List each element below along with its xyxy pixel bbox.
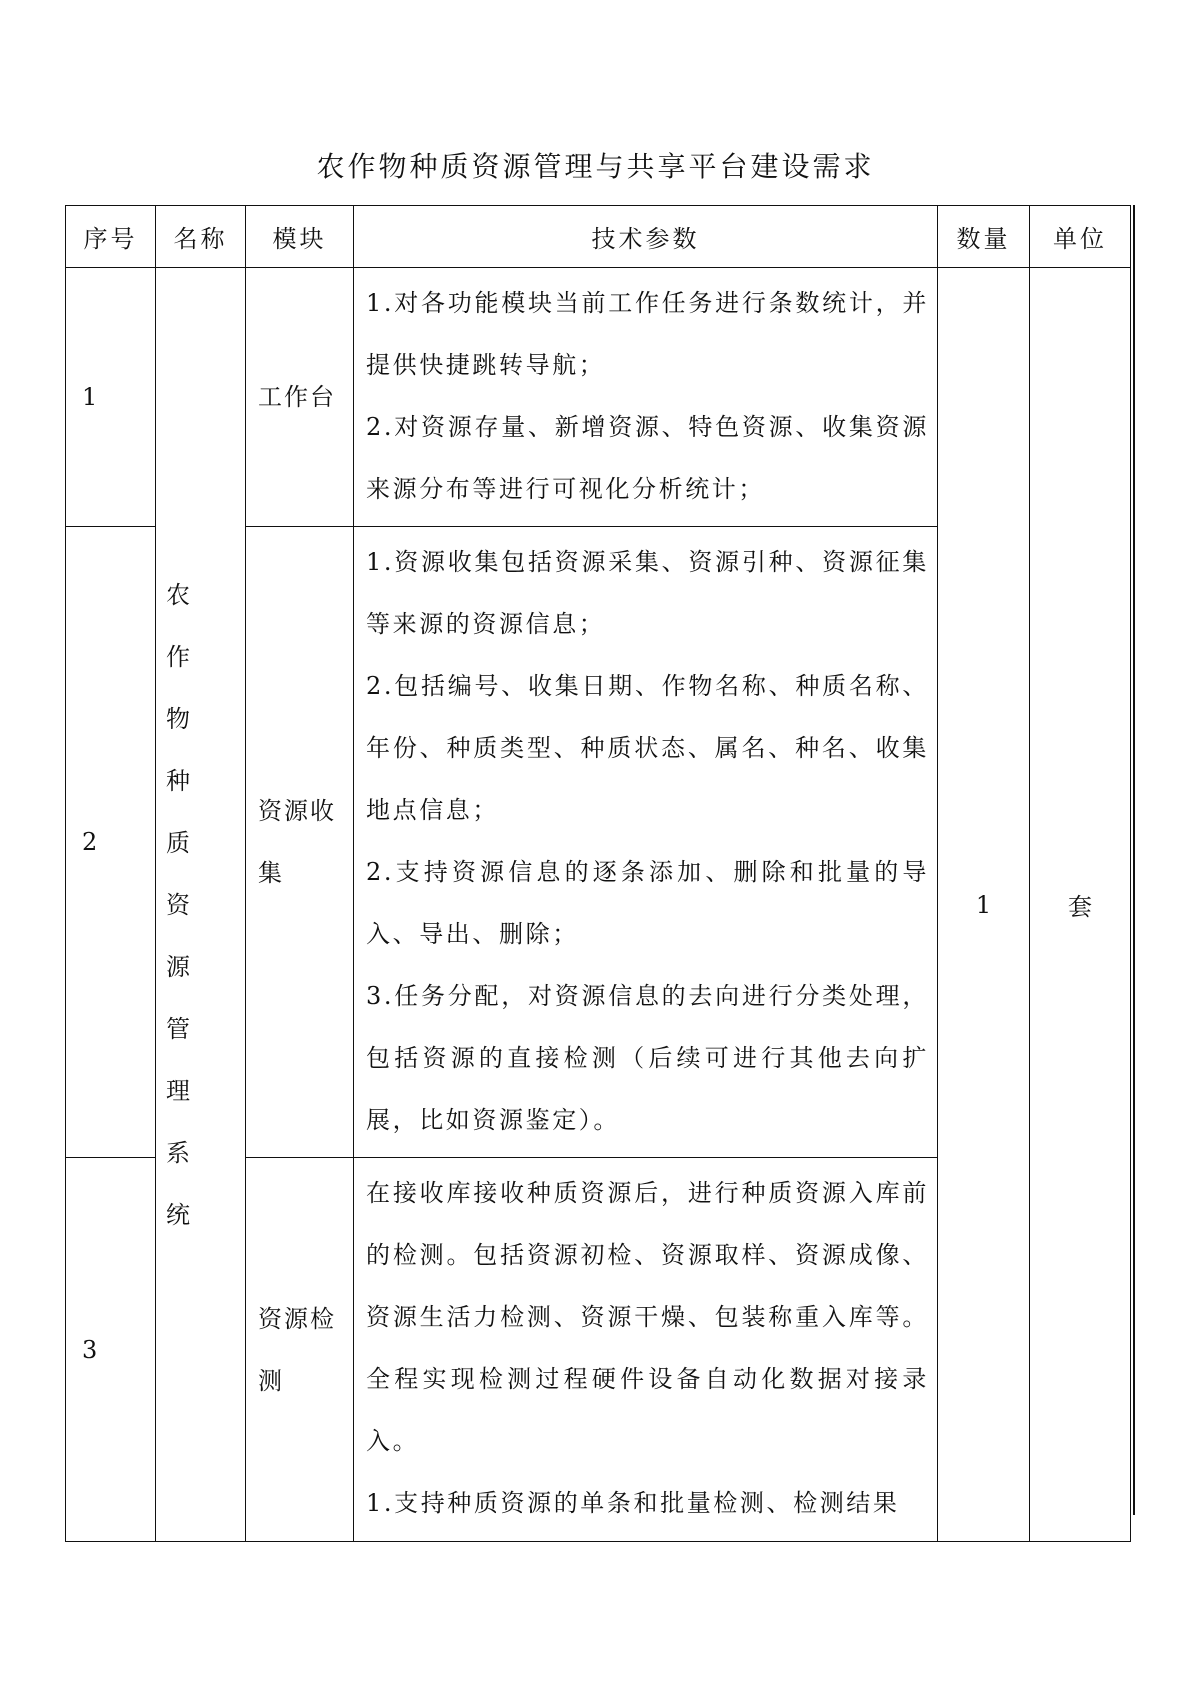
param-line: 1.对各功能模块当前工作任务进行条数统计，并提供快捷跳转导航； [366,289,929,379]
row-seq: 3 [66,1158,156,1542]
header-tech: 技术参数 [354,206,938,268]
param-line: 2.支持资源信息的逐条添加、删除和批量的导入、导出、删除； [366,858,929,948]
header-seq: 序号 [66,206,156,268]
row-module: 资源检测 [246,1158,354,1542]
param-line: 2.对资源存量、新增资源、特色资源、收集资源来源分布等进行可视化分析统计； [366,413,929,503]
unit-cell: 套 [1030,268,1131,1542]
requirements-table [65,205,1131,1542]
header-qty: 数量 [938,206,1030,268]
table-header-row [66,206,1131,268]
document-title: 农作物种质资源管理与共享平台建设需求 [316,150,875,183]
header-name: 名称 [156,206,246,268]
param-line: 3.任务分配，对资源信息的去向进行分类处理，包括资源的直接检测（后续可进行其他去向扩展，比如资源鉴定）。 [366,982,929,1134]
row-params [354,268,938,527]
header-unit: 单位 [1030,206,1131,268]
param-line: 在接收库接收种质资源后，进行种质资源入库前的检测。包括资源初检、资源取样、资源成像、资源生活力检测、资源干燥、包装称重入库等。全程实现检测过程硬件设备自动化数据对接录入。 [366,1179,929,1455]
table-row [66,268,1131,527]
table-edge-line [1133,205,1135,1515]
quantity-cell: 1 [938,268,1030,1542]
row-module: 工作台 [246,268,354,527]
row-seq: 1 [66,268,156,527]
param-line: 1.资源收集包括资源采集、资源引种、资源征集等来源的资源信息； [366,548,929,638]
row-params [354,1158,938,1542]
system-name-cell [156,268,246,1542]
row-seq: 2 [66,527,156,1158]
system-name: 农作物种质资源管理系统 [166,580,207,1229]
param-line: 2.包括编号、收集日期、作物名称、种质名称、年份、种质类型、种质状态、属名、种名、收集地点信息； [366,672,929,824]
row-module: 资源收集 [246,527,354,1158]
param-line: 1.支持种质资源的单条和批量检测、检测结果 [366,1489,900,1517]
row-params [354,527,938,1158]
header-module: 模块 [246,206,354,268]
